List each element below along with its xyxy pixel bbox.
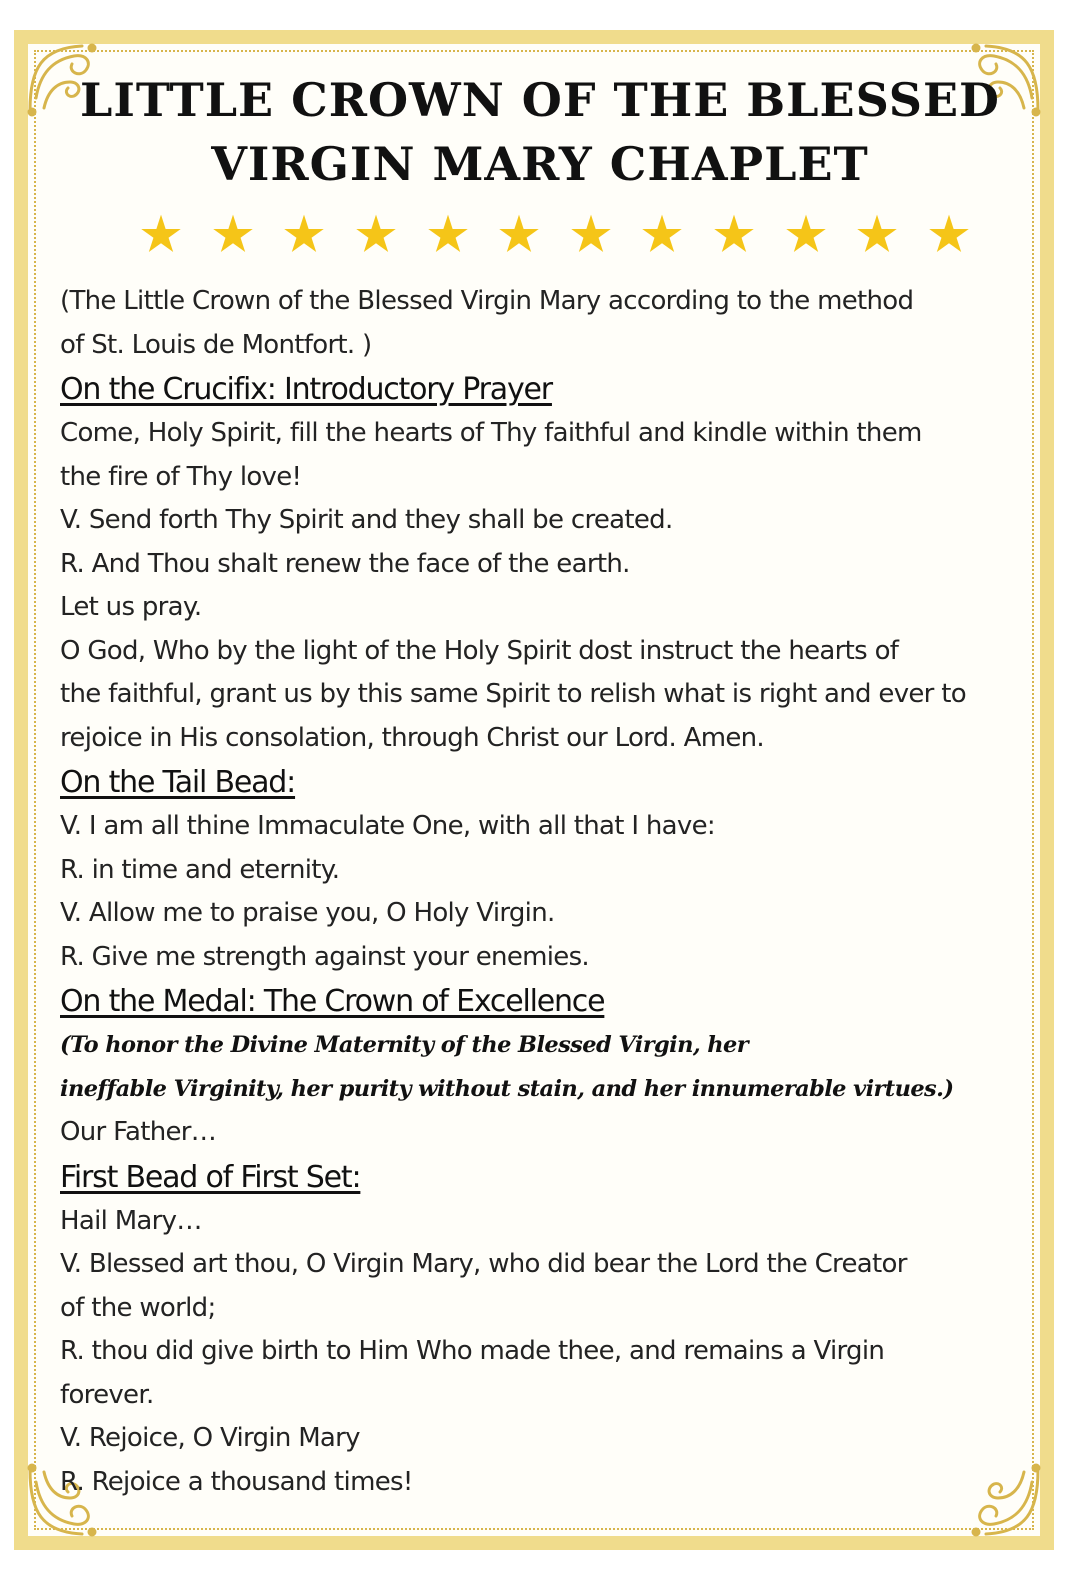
prayer-line: rejoice in His consolation, through Christ our Lord. Amen.	[60, 722, 764, 753]
intro-line: of St. Louis de Montfort. )	[60, 329, 372, 360]
prayer-line: O God, Who by the light of the Holy Spirit dost instruct the hearts of	[60, 635, 899, 666]
prayer-line: R. in time and eternity.	[60, 854, 340, 885]
star-icon	[641, 213, 683, 255]
prayer-line: R. Rejoice a thousand times!	[60, 1466, 413, 1497]
section-heading-first-bead: First Bead of First Set:	[60, 1159, 361, 1195]
prayer-line: Come, Holy Spirit, fill the hearts of Thy faithful and kindle within them	[60, 418, 922, 448]
star-icon	[785, 213, 827, 255]
prayer-line: V. Allow me to praise you, O Holy Virgin.	[60, 898, 555, 928]
prayer-text	[60, 280, 1035, 1504]
prayer-line: forever.	[60, 1379, 154, 1410]
star-icon	[212, 213, 254, 255]
prayer-line: of the world;	[60, 1292, 216, 1323]
star-row	[140, 206, 970, 262]
star-icon	[713, 213, 755, 255]
medal-intention-line: (To honor the Divine Maternity of the Blessed Virgin, her	[60, 1032, 749, 1058]
star-icon	[283, 213, 325, 255]
prayer-line: R. Give me strength against your enemies.	[60, 941, 589, 972]
prayer-line: R. thou did give birth to Him Who made thee, and remains a Virgin	[60, 1336, 885, 1366]
prayer-line: the faithful, grant us by this same Spirit to relish what is right and ever to	[60, 679, 966, 709]
prayer-line: Our Father…	[60, 1117, 217, 1147]
intro-line: (The Little Crown of the Blessed Virgin Mary according to the method	[60, 286, 914, 316]
section-heading-tail-bead: On the Tail Bead:	[60, 765, 296, 800]
prayer-line: R. And Thou shalt renew the face of the earth.	[60, 548, 630, 579]
title-line-1: LITTLE CROWN OF THE BLESSED	[80, 73, 1000, 127]
prayer-line: V. Send forth Thy Spirit and they shall be created.	[60, 505, 673, 535]
medal-intention-line: ineffable Virginity, her purity without stain, and her innumerable virtues.)	[60, 1075, 954, 1102]
star-icon	[570, 213, 612, 255]
prayer-line: Hail Mary…	[60, 1205, 202, 1236]
prayer-line: V. I am all thine Immaculate One, with all that I have:	[60, 811, 715, 841]
star-icon	[427, 213, 469, 255]
star-icon	[856, 213, 898, 255]
page-title	[60, 68, 1020, 196]
prayer-line: V. Blessed art thou, O Virgin Mary, who did bear the Lord the Creator	[60, 1249, 907, 1279]
prayer-line: Let us pray.	[60, 592, 202, 622]
star-icon	[355, 213, 397, 255]
star-icon	[928, 213, 970, 255]
section-heading-medal: On the Medal: The Crown of Excellence	[60, 984, 605, 1019]
prayer-line: V. Rejoice, O Virgin Mary	[60, 1423, 360, 1453]
section-heading-crucifix: On the Crucifix: Introductory Prayer	[60, 372, 552, 407]
star-icon	[140, 213, 182, 255]
star-icon	[498, 213, 540, 255]
title-line-2: VIRGIN MARY CHAPLET	[211, 137, 869, 191]
prayer-line: the fire of Thy love!	[60, 461, 302, 492]
